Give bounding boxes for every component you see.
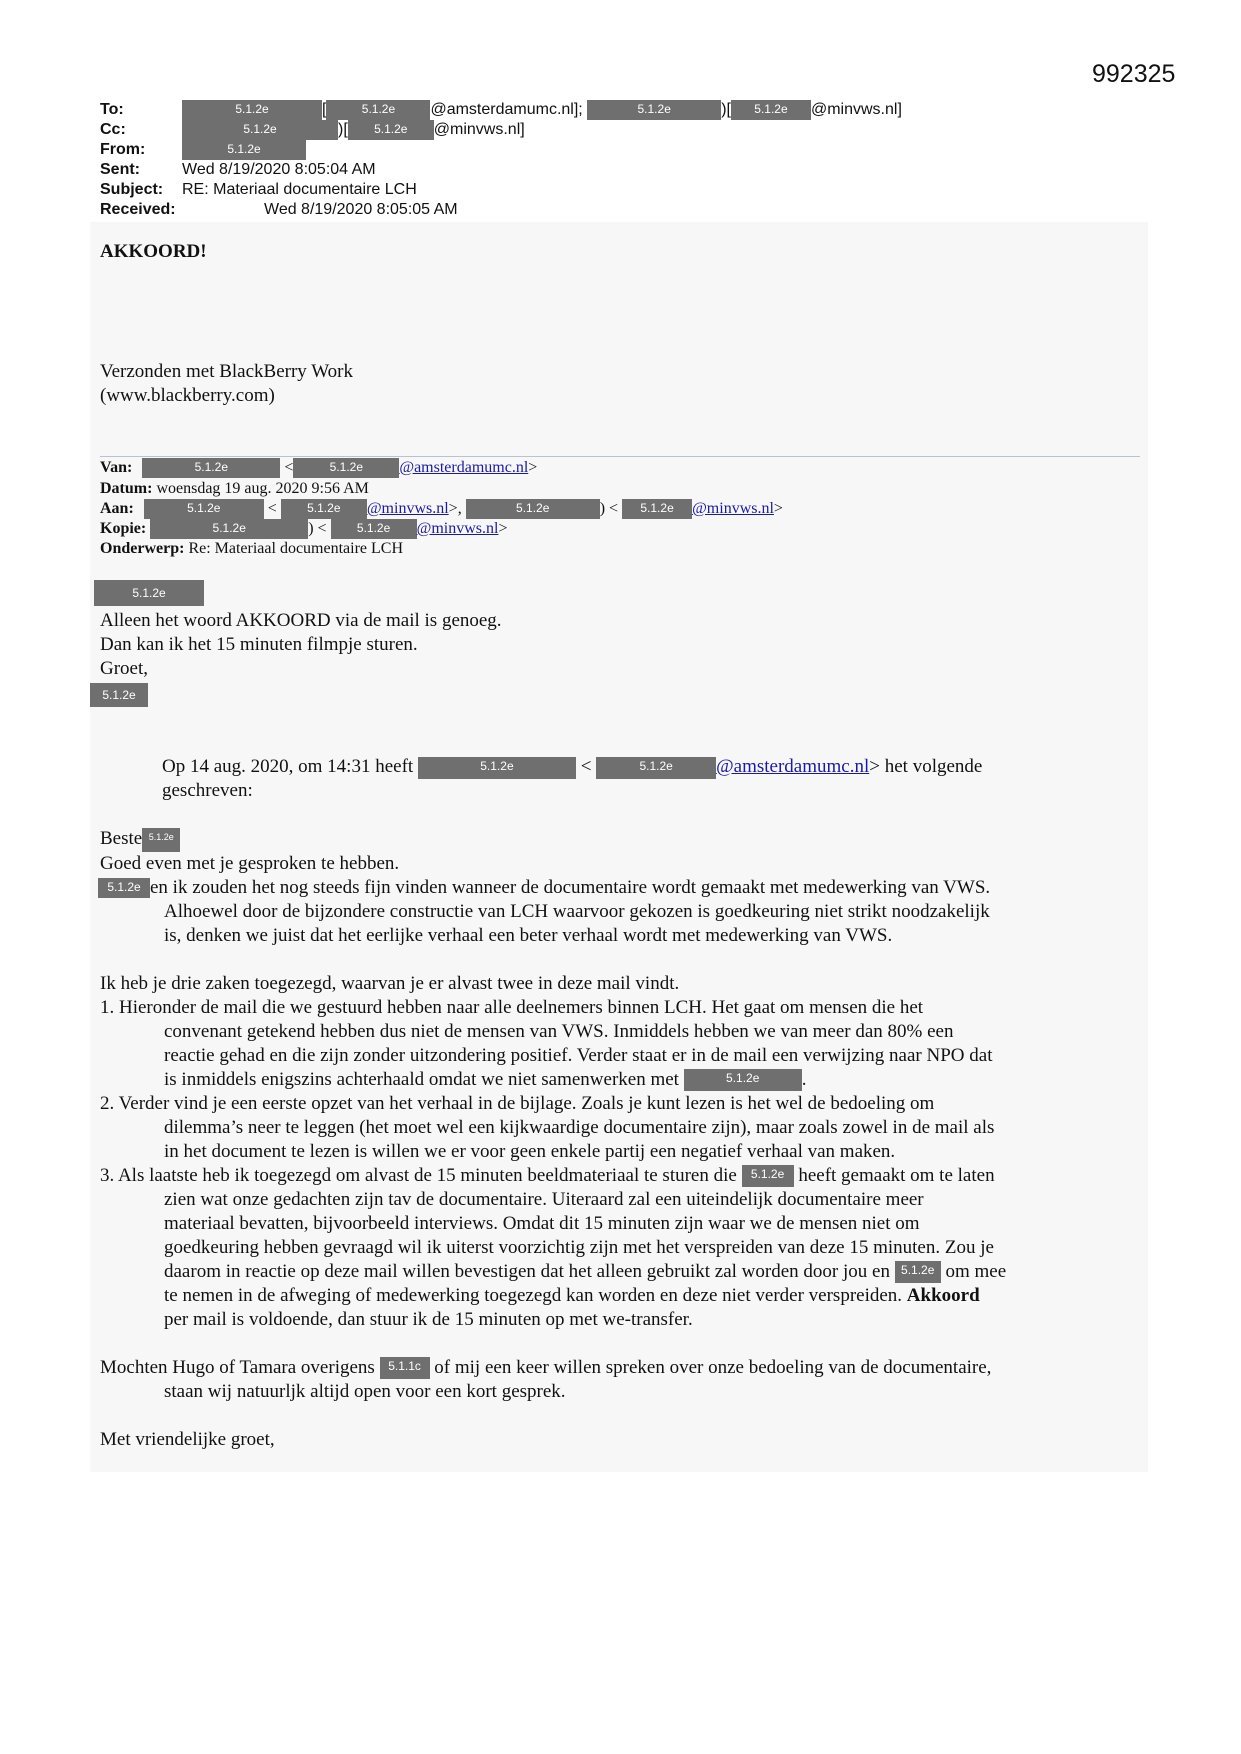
redaction: 5.1.2e	[895, 1261, 941, 1283]
aan-label: Aan:	[100, 500, 134, 517]
redaction: 5.1.2e	[466, 499, 600, 519]
greeting: Beste 5.1.2e	[100, 827, 1006, 852]
redaction: 5.1.2e	[331, 519, 417, 539]
p4-line-2: staan wij natuurljk altijd open voor een kort gesprek.	[164, 1380, 566, 1402]
aan-email-link-2[interactable]: @minvws.nl	[692, 500, 774, 517]
redaction: 5.1.2e	[684, 1069, 802, 1091]
cc-domain: @minvws.nl]	[433, 121, 525, 139]
onderwerp-value: Re: Materiaal documentaire LCH	[188, 540, 404, 557]
from-label: From:	[100, 141, 146, 159]
body1-line-3: Groet,	[100, 658, 149, 679]
subject-label: Subject:	[100, 181, 164, 198]
cc-label: Cc:	[100, 121, 126, 139]
redaction: 5.1.2e	[142, 828, 180, 852]
header-received-row	[100, 200, 458, 220]
datum-label: Datum:	[100, 480, 153, 497]
p4-line-1: Mochten Hugo of Tamara overigens 5.1.1c of mij een keer willen spreken over onze bedoeling van de documentaire,	[100, 1356, 992, 1378]
redaction: 5.1.2e	[326, 100, 430, 120]
redaction: 5.1.2e	[587, 100, 721, 120]
item1-line-1: 1. Hieronder de mail die we gestuurd hebben naar alle deelnemers binnen LCH. Het gaat om mensen die het	[100, 996, 924, 1018]
p1-line-2: 5.1.2e en ik zouden het nog steeds fijn vinden wanneer de documentaire wordt gemaakt met medewerking van VWS.	[98, 876, 1006, 900]
header-to-row: To: 5.1.2e [ 5.1.2e @amsterdamumc.nl]; 5.1.2e )[ 5.1.2e @minvws.nl]	[100, 101, 902, 119]
body1-line-2: Dan kan ik het 15 minuten filmpje sturen.	[100, 634, 418, 655]
aan-email-link-1[interactable]: @minvws.nl	[366, 500, 449, 517]
item1-line-3: reactie gehad en die zijn zonder uitzondering positief. Verder staat er in de mail een verwijzing naar NPO dat	[164, 1044, 993, 1066]
header-from-row	[100, 140, 306, 160]
closing: Met vriendelijke groet,	[100, 1428, 275, 1450]
redaction: 5.1.2e	[293, 458, 399, 478]
quote-intro-line-2: geschreven:	[162, 780, 253, 801]
redaction: 5.1.2e	[418, 757, 576, 779]
item2-line-1: 2. Verder vind je een eerste opzet van het verhaal in de bijlage. Zoals je kunt lezen is het wel de bedoeling om	[100, 1092, 935, 1114]
item2-line-3: in het document te lezen is willen we er voor geen enkele partij een negatief verhaal van maken.	[164, 1140, 896, 1162]
van-email-link[interactable]: @amsterdamumc.nl	[399, 459, 529, 476]
akkoord-text: AKKOORD!	[100, 241, 207, 262]
kopie-label: Kopie:	[100, 520, 147, 537]
to-domain-1: @amsterdamumc.nl];	[430, 101, 583, 119]
to-domain-2: @minvws.nl]	[810, 101, 902, 119]
redaction: 5.1.2e	[94, 580, 204, 606]
item1-line-4: is inmiddels enigszins achterhaald omdat we niet samenwerken met 5.1.2e .	[164, 1068, 807, 1090]
p1-line-3: Alhoewel door de bijzondere constructie van LCH waarvoor gekozen is goedkeuring niet strikt noodzakelijk	[164, 900, 990, 922]
body1-line-1: Alleen het woord AKKOORD via de mail is genoeg.	[100, 610, 502, 631]
item3-line-7: per mail is voldoende, dan stuur ik de 15 minuten op met we-transfer.	[164, 1308, 693, 1330]
item3-line-6: te nemen in de afweging of medewerking toegezegd kan worden en deze niet verder verspreiden. Akkoord	[164, 1284, 980, 1306]
received-value: Wed 8/19/2020 8:05:05 AM	[264, 201, 458, 218]
redaction: 5.1.2e	[150, 519, 308, 539]
redaction: 5.1.2e	[98, 878, 150, 898]
redaction: 5.1.2e	[731, 100, 811, 120]
header-sent-row	[100, 160, 376, 180]
van-label: Van:	[100, 459, 133, 476]
p1-line-4: is, denken we juist dat het eerlijke verhaal een beter verhaal wordt met medewerking van VWS.	[164, 924, 893, 946]
separator-line	[100, 456, 1140, 457]
fw-kopie-row: Kopie: 5.1.2e ) < 5.1.2e @minvws.nl>	[100, 519, 507, 539]
onderwerp-label: Onderwerp:	[100, 540, 185, 557]
redaction: 5.1.2e	[182, 140, 306, 160]
fw-van-row: Van: 5.1.2e < 5.1.2e @amsterdamumc.nl>	[100, 458, 537, 478]
redaction: 5.1.2e	[596, 757, 716, 779]
received-label: Received:	[100, 201, 176, 218]
kopie-email-link[interactable]: @minvws.nl	[416, 520, 499, 537]
redaction: 5.1.2e	[182, 100, 322, 120]
quote-email-link[interactable]: @amsterdamumc.nl	[716, 756, 870, 777]
sent-value: Wed 8/19/2020 8:05:04 AM	[182, 161, 376, 178]
header-subject-row	[100, 180, 417, 200]
item2-line-2: dilemma’s neer te leggen (het moet wel een kijkwaardige documentaire zijn), maar zoals zowel in de mail als	[164, 1116, 995, 1138]
sent-label: Sent:	[100, 161, 140, 178]
redaction: 5.1.2e	[142, 458, 280, 478]
quote-intro-line-1: Op 14 aug. 2020, om 14:31 heeft 5.1.2e < 5.1.2e @amsterdamumc.nl> het volgende	[162, 756, 983, 777]
redaction: 5.1.2e	[348, 120, 434, 140]
p2-line-1: Ik heb je drie zaken toegezegd, waarvan je er alvast twee in deze mail vindt.	[100, 972, 680, 994]
datum-value: woensdag 19 aug. 2020 9:56 AM	[156, 480, 369, 497]
redaction: 5.1.2e	[90, 683, 148, 707]
item3-line-3: materiaal bevatten, bijvoorbeeld interviews. Omdat dit 15 minuten zijn waar we de mensen niet om	[164, 1212, 920, 1234]
redaction: 5.1.2e	[622, 499, 692, 519]
item1-line-2: convenant getekend hebben dus niet de mensen van VWS. Inmiddels hebben we van meer dan 80% een	[164, 1020, 954, 1042]
redaction: 5.1.2e	[742, 1165, 794, 1187]
item3-line-1: 3. Als laatste heb ik toegezegd om alvast de 15 minuten beeldmateriaal te sturen die 5.1.2e heeft gemaakt om te laten	[100, 1164, 995, 1186]
redaction: 5.1.2e	[281, 499, 367, 519]
fw-aan-row: Aan: 5.1.2e < 5.1.2e @minvws.nl>, 5.1.2e ) < 5.1.2e @minvws.nl>	[100, 499, 783, 519]
signature-line-2: (www.blackberry.com)	[100, 385, 275, 406]
item3-line-2: zien wat onze gedachten zijn tav de documentaire. Uiteraard zal een uiteindelijk documentaire meer	[164, 1188, 924, 1210]
to-label: To:	[100, 101, 124, 119]
fw-datum-row	[100, 479, 369, 499]
item3-line-4: goedkeuring hebben gevraagd wil ik uiterst voorzichtig zijn met het verspreiden van deze 15 minuten. Zou je	[164, 1236, 994, 1258]
redaction: 5.1.2e	[182, 120, 338, 140]
redaction: 5.1.2e	[144, 499, 264, 519]
item3-line-5: daarom in reactie op deze mail willen bevestigen dat het alleen gebruikt zal worden door jou en 5.1.2e om mee	[164, 1260, 1007, 1282]
fw-onderwerp-row	[100, 539, 403, 559]
letter-body	[100, 827, 1006, 1452]
subject-value: RE: Materiaal documentaire LCH	[182, 181, 417, 198]
header-cc-row: Cc: 5.1.2e )[ 5.1.2e @minvws.nl]	[100, 121, 525, 139]
document-id: 992325	[1092, 60, 1176, 88]
p1-line-1: Goed even met je gesproken te hebben.	[100, 852, 400, 874]
redaction: 5.1.1c	[380, 1357, 430, 1379]
signature-line-1: Verzonden met BlackBerry Work	[100, 361, 353, 382]
